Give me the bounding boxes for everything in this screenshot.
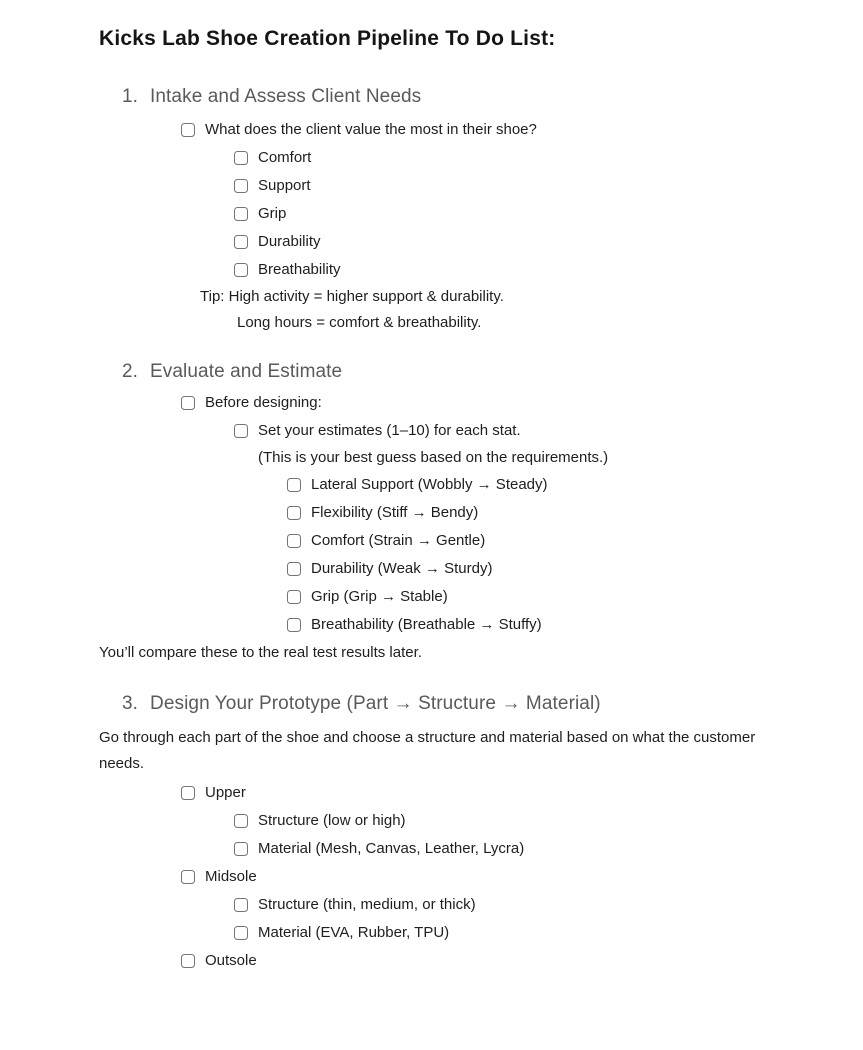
- checkbox-lateral-support-icon[interactable]: [287, 478, 301, 492]
- checkbox-breathability-stat-icon[interactable]: [287, 618, 301, 632]
- todo-label-outsole: Outsole: [205, 952, 257, 969]
- checkbox-breathability-icon[interactable]: [234, 263, 248, 277]
- todo-row-comfort: [0, 144, 863, 172]
- checkbox-upper-structure-icon[interactable]: [234, 814, 248, 828]
- todo-label-upper-material: Material (Mesh, Canvas, Leather, Lycra): [258, 840, 525, 857]
- checkbox-support-icon[interactable]: [234, 179, 248, 193]
- todo-row-client-values: [0, 116, 863, 144]
- checkbox-comfort-stat-icon[interactable]: [287, 534, 301, 548]
- todo-label-support: Support: [258, 177, 311, 194]
- todo-label-comfort: Comfort: [258, 149, 312, 166]
- tip-line-1: Tip: High activity = higher support & durability.: [200, 288, 504, 305]
- todo-label-client-values: What does the client value the most in their shoe?: [205, 121, 537, 138]
- todo-label-lateral-support: Lateral Support (Wobbly → Steady): [311, 476, 548, 493]
- checkbox-outsole-icon[interactable]: [181, 954, 195, 968]
- section-1-heading: [0, 84, 863, 110]
- todo-label-set-estimates: Set your estimates (1–10) for each stat.: [258, 422, 521, 439]
- todo-row-before-designing: [0, 389, 863, 417]
- todo-label-grip-stat: Grip (Grip → Stable): [311, 588, 448, 605]
- todo-label-midsole-structure: Structure (thin, medium, or thick): [258, 896, 476, 913]
- checkbox-set-estimates-icon[interactable]: [234, 424, 248, 438]
- todo-label-durability-stat: Durability (Weak → Sturdy): [311, 560, 493, 577]
- todo-label-durability: Durability: [258, 233, 321, 250]
- todo-label-midsole-material: Material (EVA, Rubber, TPU): [258, 924, 450, 941]
- todo-row-grip: [0, 200, 863, 228]
- checkbox-durability-stat-icon[interactable]: [287, 562, 301, 576]
- todo-row-durability-stat: [0, 555, 863, 583]
- todo-row-flexibility: [0, 499, 863, 527]
- todo-row-durability: [0, 228, 863, 256]
- todo-row-upper-material: [0, 835, 863, 863]
- estimates-note: (This is your best guess based on the requirements.): [258, 449, 609, 466]
- todo-row-midsole-structure: [0, 891, 863, 919]
- checkbox-comfort-icon[interactable]: [234, 151, 248, 165]
- checkbox-durability-icon[interactable]: [234, 235, 248, 249]
- page-title: Kicks Lab Shoe Creation Pipeline To Do List:: [99, 27, 556, 50]
- tip-line-2: Long hours = comfort & breathability.: [237, 314, 482, 331]
- checkbox-midsole-material-icon[interactable]: [234, 926, 248, 940]
- todo-row-lateral-support: [0, 471, 863, 499]
- todo-row-outsole: [0, 947, 863, 975]
- todo-label-midsole: Midsole: [205, 868, 257, 885]
- section-2-number: 2.: [122, 361, 139, 382]
- checkbox-before-designing-icon[interactable]: [181, 396, 195, 410]
- section-3-number: 3.: [122, 693, 139, 714]
- section-3-title: Design Your Prototype (Part → Structure → Material): [150, 693, 601, 714]
- todo-row-upper-structure: [0, 807, 863, 835]
- todo-row-comfort-stat: [0, 527, 863, 555]
- todo-row-support: [0, 172, 863, 200]
- todo-row-upper: [0, 779, 863, 807]
- checkbox-upper-material-icon[interactable]: [234, 842, 248, 856]
- todo-row-breathability: [0, 256, 863, 284]
- todo-row-grip-stat: [0, 583, 863, 611]
- todo-row-set-estimates: [0, 417, 863, 445]
- todo-label-upper-structure: Structure (low or high): [258, 812, 406, 829]
- todo-row-midsole: [0, 863, 863, 891]
- section-2-heading: [0, 359, 863, 385]
- section-3-intro: Go through each part of the shoe and choose a structure and material based on what the customer needs.: [99, 729, 756, 772]
- todo-label-breathability-stat: Breathability (Breathable → Stuffy): [311, 616, 542, 633]
- todo-row-midsole-material: [0, 919, 863, 947]
- checkbox-flexibility-icon[interactable]: [287, 506, 301, 520]
- compare-note: You’ll compare these to the real test results later.: [99, 644, 422, 661]
- todo-label-comfort-stat: Comfort (Strain → Gentle): [311, 532, 486, 549]
- section-1-title: Intake and Assess Client Needs: [150, 86, 422, 107]
- checkbox-grip-icon[interactable]: [234, 207, 248, 221]
- todo-label-before-designing: Before designing:: [205, 394, 322, 411]
- checkbox-client-values-icon[interactable]: [181, 123, 195, 137]
- todo-row-breathability-stat: [0, 611, 863, 639]
- todo-label-breathability: Breathability: [258, 261, 341, 278]
- checkbox-midsole-structure-icon[interactable]: [234, 898, 248, 912]
- todo-label-flexibility: Flexibility (Stiff → Bendy): [311, 504, 479, 521]
- checkbox-grip-stat-icon[interactable]: [287, 590, 301, 604]
- section-3-heading: [0, 691, 863, 717]
- section-1-number: 1.: [122, 86, 139, 107]
- checkbox-midsole-icon[interactable]: [181, 870, 195, 884]
- section-2-title: Evaluate and Estimate: [150, 361, 343, 382]
- todo-label-grip: Grip: [258, 205, 287, 222]
- checkbox-upper-icon[interactable]: [181, 786, 195, 800]
- todo-label-upper: Upper: [205, 784, 246, 801]
